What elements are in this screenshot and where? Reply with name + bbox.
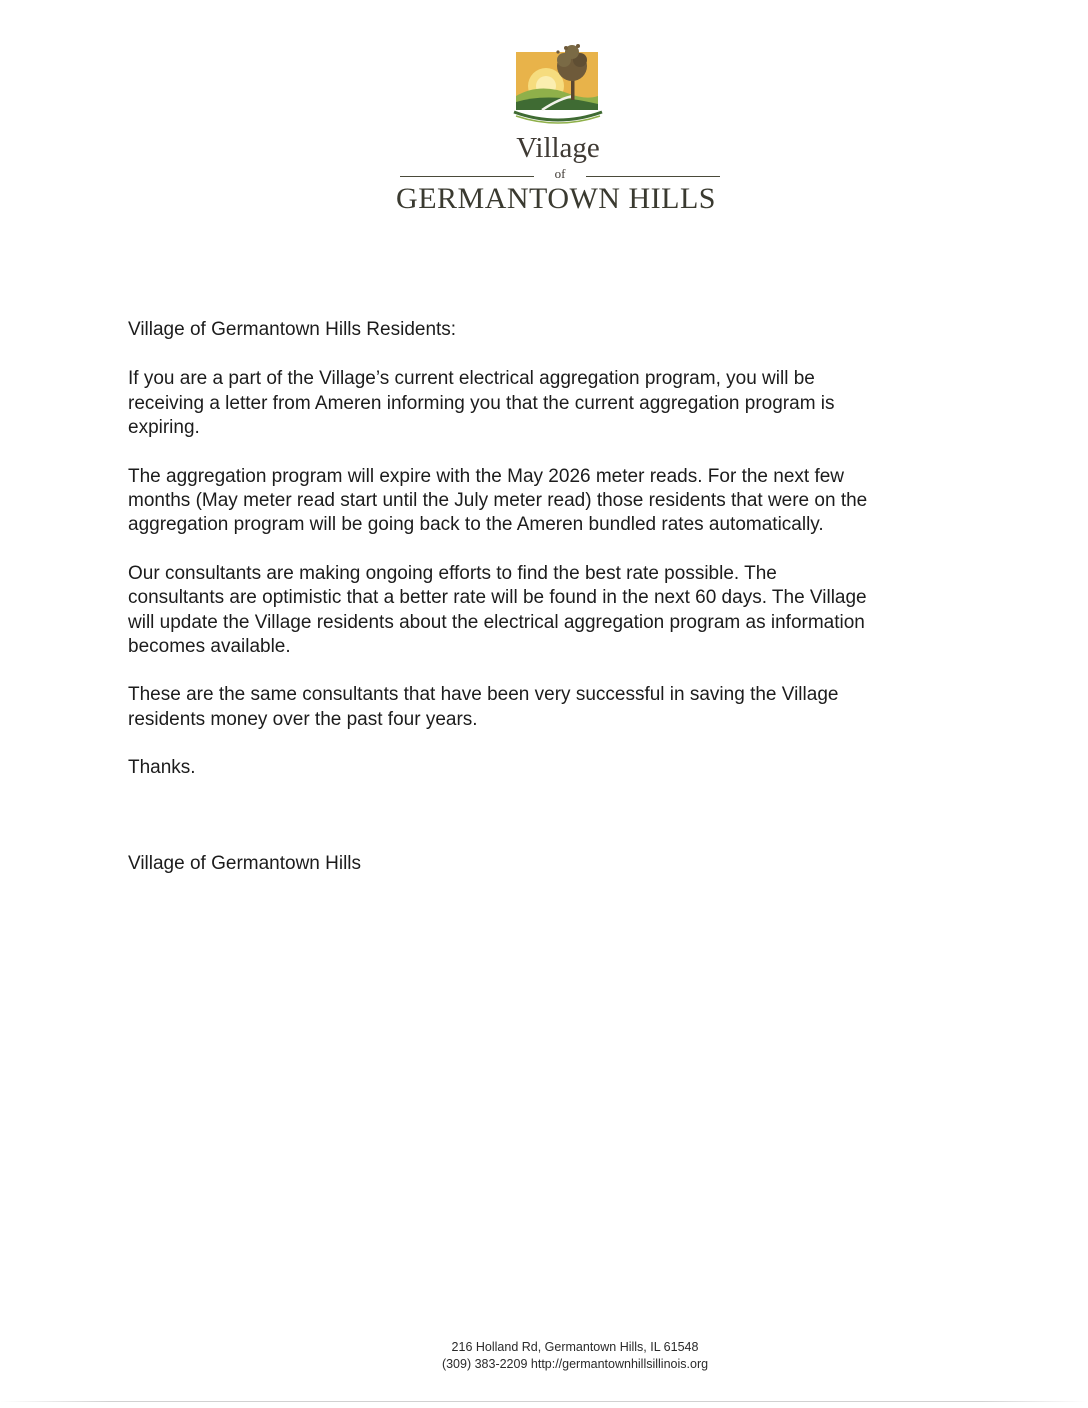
paragraph-expiration: The aggregation program will expire with the May 2026 meter reads. For the next few months (May meter read start until the July meter read) those residents that were on the aggregation program will be going back to the Ameren bundled rates automatically.	[128, 465, 868, 536]
logo-wordmark-village: Village	[516, 132, 600, 164]
logo-divider-left	[400, 176, 534, 177]
paragraph-aggregation-notice: If you are a part of the Village’s current electrical aggregation program, you will be receiving a letter from Ameren informing you that the current aggregation program is expiring.	[128, 368, 835, 439]
paragraph-savings: These are the same consultants that have been very successful in saving the Village residents money over the past four years.	[128, 684, 839, 730]
scan-edge-line	[0, 1401, 1088, 1402]
letterhead	[0, 0, 1088, 230]
logo-of-row	[400, 166, 720, 182]
village-logo-icon	[508, 38, 608, 130]
logo-divider-right	[586, 176, 720, 177]
logo-wordmark-of: of	[554, 166, 566, 181]
paragraph-consultants: Our consultants are making ongoing efforts to find the best rate possible. The consultants are optimistic that a better rate will be found in the next 60 days. The Village will update the Village residents about the electrical aggregation program as information becomes available.	[128, 562, 867, 658]
letter-body	[128, 318, 968, 876]
letterhead-footer	[360, 1339, 790, 1373]
salutation: Village of Germantown Hills Residents:	[128, 319, 457, 340]
footer-contact: (309) 383-2209 http://germantownhillsillinois.org	[441, 1357, 709, 1371]
signature: Village of Germantown Hills	[128, 852, 362, 874]
logo-wordmark-town: GERMANTOWN HILLS	[396, 182, 716, 215]
footer-address: 216 Holland Rd, Germantown Hills, IL 61548	[451, 1340, 699, 1354]
closing: Thanks.	[128, 757, 196, 779]
